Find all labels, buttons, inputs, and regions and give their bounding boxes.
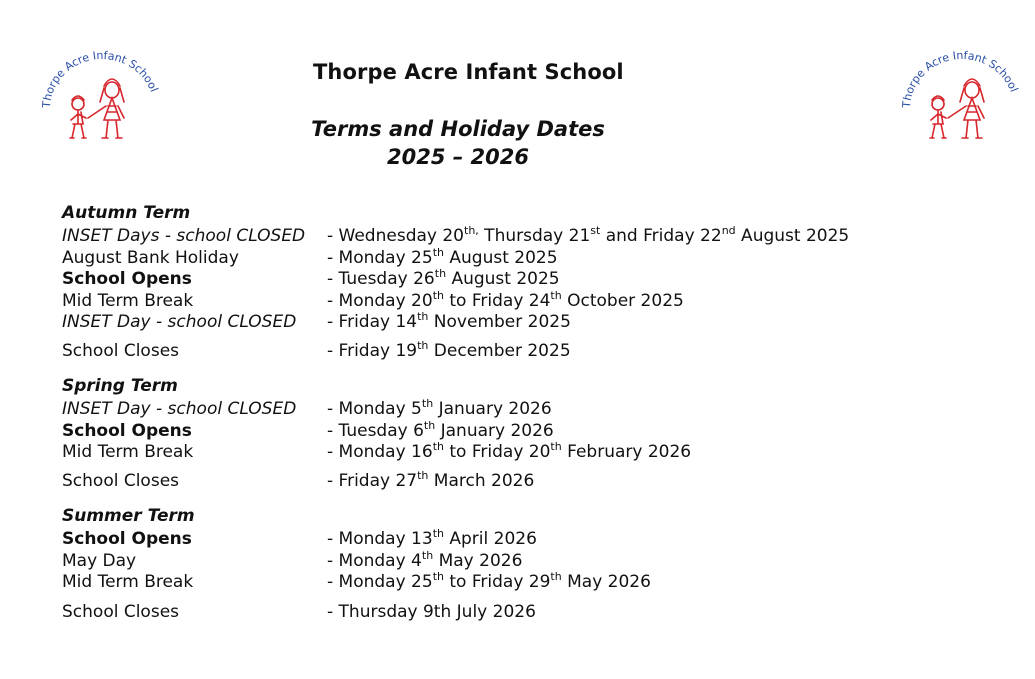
year-range: 2025 – 2026 (386, 145, 530, 169)
summer-row-date: - Monday 25th to Friday 29th May 2026 (327, 570, 651, 592)
autumn-row-date: - Monday 20th to Friday 24th October 2025 (327, 289, 684, 311)
school-logo-icon (36, 44, 166, 148)
svg-text:Thorpe Acre Infant School: Thorpe Acre Infant School (899, 48, 1021, 109)
school-logo-left (36, 44, 166, 148)
spring-row-label: INSET Day - school CLOSED (62, 399, 297, 419)
spring-row-date: - Friday 27th March 2026 (327, 469, 535, 491)
summer-row-label: May Day (62, 551, 137, 571)
autumn-row-label: School Closes (62, 341, 180, 361)
spring-row-date: - Monday 16th to Friday 20th February 2026 (327, 440, 692, 462)
autumn-row-label: School Opens (62, 269, 192, 289)
school-name: Thorpe Acre Infant School (313, 60, 624, 84)
spring-row-label: School Closes (62, 471, 180, 491)
summer-row-label: School Opens (62, 529, 192, 549)
spring-row-label: Mid Term Break (62, 442, 194, 462)
summer-row-date: - Monday 13th April 2026 (327, 527, 537, 549)
spring-term-heading: Spring Term (62, 376, 178, 396)
svg-text:Thorpe Acre Infant School: Thorpe Acre Infant School (39, 48, 161, 109)
autumn-row-date: - Friday 14th November 2025 (327, 310, 571, 332)
autumn-row-date: - Wednesday $20^{th,}$ Thursday 21st and Friday 22nd August 2025 (327, 224, 850, 246)
autumn-row-label: Mid Term Break (62, 291, 194, 311)
autumn-row-date: - Tuesday 26th August 2025 (327, 267, 560, 289)
page-title: Terms and Holiday Dates (311, 117, 605, 141)
autumn-row-date: - Friday 19th December 2025 (327, 339, 571, 361)
spring-row-date: - Tuesday 6th January 2026 (327, 419, 554, 441)
autumn-row-label: INSET Day - school CLOSED (62, 312, 297, 332)
school-logo-icon (896, 44, 1026, 148)
summer-row-date: - Monday 4th May 2026 (327, 549, 523, 571)
summer-row-label: Mid Term Break (62, 572, 194, 592)
summer-row-date: - Thursday 9th July 2026 (327, 602, 536, 622)
summer-row-label: School Closes (62, 602, 180, 622)
school-logo-right (896, 44, 1026, 148)
spring-row-date: - Monday 5th January 2026 (327, 397, 552, 419)
autumn-row-date: - Monday 25th August 2025 (327, 246, 558, 268)
autumn-term-heading: Autumn Term (62, 203, 191, 223)
autumn-row-label: August Bank Holiday (62, 248, 239, 268)
autumn-row-label: INSET Days - school CLOSED (62, 226, 306, 246)
spring-row-label: School Opens (62, 421, 192, 441)
summer-term-heading: Summer Term (62, 506, 195, 526)
